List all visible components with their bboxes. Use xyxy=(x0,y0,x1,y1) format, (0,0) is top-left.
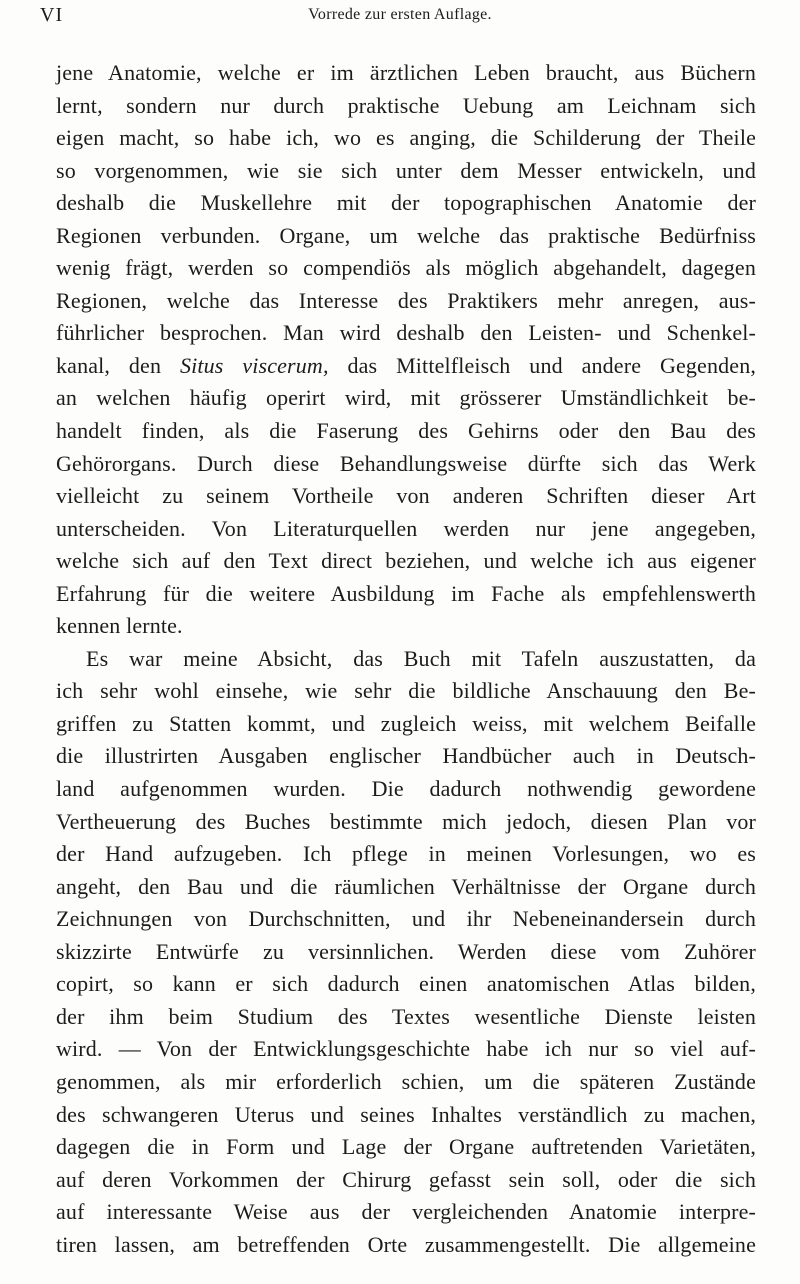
text-line: vielleicht zu seinem Vortheile von anderen Schriften dieser Art xyxy=(56,483,756,509)
text-line: angeht, den Bau und die räumlichen Verhältnisse der Organe durch xyxy=(56,873,756,899)
text-line: des schwangeren Uterus und seines Inhaltes verständlich zu machen, xyxy=(56,1101,756,1127)
text-line: Erfahrung für die weitere Ausbildung im Fache als empfehlenswerth xyxy=(56,580,756,606)
text-line: griffen zu Statten kommt, und zugleich weiss, mit welchem Beifalle xyxy=(56,710,756,736)
page-header xyxy=(40,4,760,34)
text-line: auf deren Vorkommen der Chirurg gefasst sein soll, oder die sich xyxy=(56,1166,756,1192)
text-line: kennen lernte. xyxy=(56,613,183,639)
text-line: der ihm beim Studium des Textes wesentliche Dienste leisten xyxy=(56,1003,756,1029)
text-line: so vorgenommen, wie sie sich unter dem Messer entwickeln, und xyxy=(56,157,756,183)
text-line: wird. — Von der Entwicklungsgeschichte habe ich nur so viel auf- xyxy=(56,1036,756,1062)
page-number: VI xyxy=(40,4,64,26)
text-line: unterscheiden. Von Literaturquellen werden nur jene angegeben, xyxy=(56,515,756,541)
text-line: Regionen verbunden. Organe, um welche das praktische Bedürfniss xyxy=(56,222,756,248)
text-line: eigen macht, so habe ich, wo es anging, die Schilderung der Theile xyxy=(56,125,756,151)
text-line: handelt finden, als die Faserung des Gehirns oder den Bau des xyxy=(56,418,756,444)
text-line: land aufgenommen wurden. Die dadurch nothwendig gewordene xyxy=(56,776,756,802)
italic-term: Situs viscerum, xyxy=(179,352,329,378)
text-line: jene Anatomie, welche er im ärztlichen Leben braucht, aus Büchern xyxy=(56,60,756,85)
text-line: copirt, so kann er sich dadurch einen anatomischen Atlas bilden, xyxy=(56,971,756,997)
text-line: skizzirte Entwürfe zu versinnlichen. Werden diese vom Zuhörer xyxy=(56,938,756,964)
text-line: deshalb die Muskellehre mit der topographischen Anatomie der xyxy=(56,190,756,216)
text-line: auf interessante Weise aus der vergleichenden Anatomie interpre- xyxy=(56,1199,756,1225)
text-line: ich sehr wohl einsehe, wie sehr die bildliche Anschauung den Be- xyxy=(56,678,756,704)
text-line: der Hand aufzugeben. Ich pflege in meinen Vorlesungen, wo es xyxy=(56,841,756,867)
text-line: Es war meine Absicht, das Buch mit Tafeln auszustatten, da xyxy=(86,645,756,671)
text-line: Regionen, welche das Interesse des Praktikers mehr anregen, aus- xyxy=(56,287,756,313)
text-line: an welchen häufig operirt wird, mit grösserer Umständlichkeit be- xyxy=(56,385,756,411)
text-line: wenig frägt, werden so compendiös als möglich abgehandelt, dagegen xyxy=(56,255,756,281)
text-line: genommen, als mir erforderlich schien, um die späteren Zustände xyxy=(56,1068,756,1094)
text-segment: kanal, den xyxy=(56,352,180,378)
text-line: tiren lassen, am betreffenden Orte zusammengestellt. Die allgemeine xyxy=(56,1231,756,1257)
text-line: Zeichnungen von Durchschnitten, und ihr Nebeneinandersein durch xyxy=(56,906,756,932)
body-text xyxy=(56,57,756,1261)
text-line: lernt, sondern nur durch praktische Uebung am Leichnam sich xyxy=(56,92,756,118)
text-line: Gehörorgans. Durch diese Behandlungsweise dürfte sich das Werk xyxy=(56,450,756,476)
text-line: welche sich auf den Text direct beziehen, und welche ich aus eigener xyxy=(56,548,756,574)
text-line: führlicher besprochen. Man wird deshalb den Leisten- und Schenkel- xyxy=(56,320,756,346)
text-line: dagegen die in Form und Lage der Organe auftretenden Varietäten, xyxy=(56,1134,756,1160)
text-segment: das Mittelfleisch und andere Gegenden, xyxy=(328,352,756,378)
text-line: die illustrirten Ausgaben englischer Handbücher auch in Deutsch- xyxy=(56,743,756,769)
text-line: Vertheuerung des Buches bestimmte mich jedoch, diesen Plan vor xyxy=(56,808,756,834)
text-line xyxy=(56,350,756,383)
running-head: Vorrede zur ersten Auflage. xyxy=(308,6,492,23)
